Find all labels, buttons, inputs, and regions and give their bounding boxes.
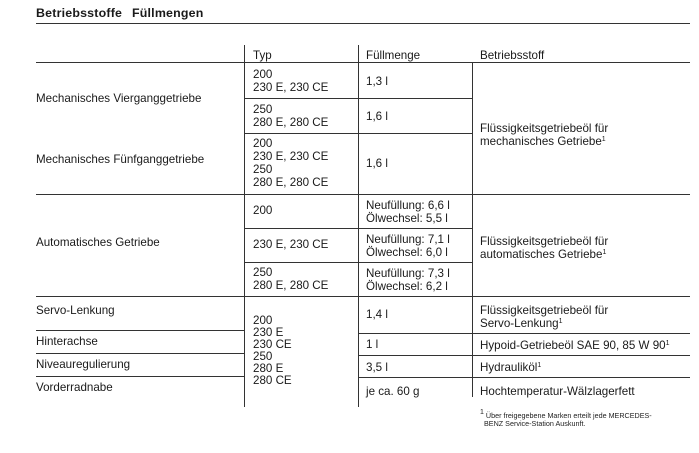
row-rule <box>36 376 244 377</box>
fuellmenge-cell: 1 l <box>366 338 379 351</box>
fuellmenge-cell: je ca. 60 g <box>366 385 420 398</box>
row-rule <box>36 330 244 331</box>
fuellmenge-cell: 1,4 l <box>366 308 388 321</box>
typ-cell: 230 E, 230 CE <box>253 238 329 251</box>
betriebsstoff-cell: automatisches Getriebe$^1$ <box>480 248 607 261</box>
typ-cell: 250 <box>253 266 273 279</box>
row-rule <box>244 228 472 229</box>
typ-cell: 280 CE <box>253 374 292 387</box>
typ-cell: 280 E <box>253 362 284 375</box>
component-label: Mechanisches Vierganggetriebe <box>36 92 202 105</box>
fuellmenge-cell: Neufüllung: 7,3 l <box>366 267 450 280</box>
col-divider-1 <box>244 45 245 407</box>
fuellmenge-cell: 3,5 l <box>366 361 388 374</box>
footnote-line: BENZ Service-Station Auskunft. <box>484 419 586 429</box>
row-rule <box>36 353 244 354</box>
typ-cell: 280 E, 280 CE <box>253 176 329 189</box>
col-divider-3 <box>472 62 473 397</box>
row-rule <box>244 98 472 99</box>
row-rule <box>36 194 690 195</box>
betriebsstoff-cell: Hypoid-Getriebeöl SAE 90, 85 W $90^1$ <box>480 339 670 352</box>
col-header-betriebsstoff: Betriebsstoff <box>480 49 545 62</box>
fuellmenge-cell: 1,6 l <box>366 157 388 170</box>
footnote <box>480 409 652 429</box>
row-rule <box>36 296 690 297</box>
component-label: Hinterachse <box>36 335 98 348</box>
typ-cell: 230 E, 230 CE <box>253 81 329 94</box>
typ-cell: 230 E <box>253 326 284 339</box>
fuellmenge-cell: Ölwechsel: 6,2 l <box>366 280 448 293</box>
fuellmenge-cell: 1,6 l <box>366 110 388 123</box>
section-title: Betriebsstoffe <box>36 6 123 20</box>
fuellmenge-cell: Neufüllung: 7,1 l <box>366 233 450 246</box>
betriebsstoff-cell: mechanisches Getriebe$^1$ <box>480 135 606 148</box>
footnote-marker: 1 <box>602 249 607 256</box>
betriebsstoff-cell: Hochtemperatur-Wälzlagerfett <box>480 385 635 398</box>
component-label: Mechanisches Fünfganggetriebe <box>36 153 205 166</box>
component-label: Vorderradnabe <box>36 381 113 394</box>
betriebsstoff-cell: Hydrauliköl$^1$ <box>480 361 542 374</box>
section-subtitle: Füllmengen <box>132 6 204 20</box>
fuellmenge-cell: Neufüllung: 6,6 l <box>366 199 450 212</box>
typ-cell: 200 <box>253 137 273 150</box>
typ-cell: 200 <box>253 68 273 81</box>
row-rule <box>244 133 472 134</box>
footnote-line: Über freigegebene Marken erteilt jede MERCEDES- <box>485 411 652 420</box>
footnote-marker: 1 <box>558 318 563 325</box>
component-label: Servo-Lenkung <box>36 304 115 317</box>
fuellmenge-cell: Ölwechsel: 5,5 l <box>366 212 448 225</box>
typ-cell: 200 <box>253 314 273 327</box>
typ-cell: 280 E, 280 CE <box>253 279 329 292</box>
fuellmenge-cell: 1,3 l <box>366 75 388 88</box>
betriebsstoff-cell: Flüssigkeitsgetriebeöl für <box>480 122 609 135</box>
row-rule <box>358 333 690 334</box>
betriebsstoff-cell: Servo-Lenkung$^1$ <box>480 317 563 330</box>
typ-cell: 250 <box>253 350 273 363</box>
typ-cell: 230 CE <box>253 338 292 351</box>
component-label: Automatisches Getriebe <box>36 236 160 249</box>
typ-cell: 250 <box>253 103 273 116</box>
fuellmenge-cell: Ölwechsel: 6,0 l <box>366 246 448 259</box>
col-header-typ: Typ <box>253 49 272 62</box>
row-rule <box>244 262 472 263</box>
footnote-marker: 1 <box>601 136 606 143</box>
typ-cell: 280 E, 280 CE <box>253 116 329 129</box>
typ-cell: 250 <box>253 163 273 176</box>
col-divider-2 <box>358 45 359 407</box>
footnote-marker: 1 <box>665 340 670 347</box>
typ-cell: 230 E, 230 CE <box>253 150 329 163</box>
title-rule <box>36 23 690 24</box>
footnote-marker: 1 <box>537 362 542 369</box>
betriebsstoff-cell: Flüssigkeitsgetriebeöl für <box>480 235 609 248</box>
col-header-fuellmenge: Füllmenge <box>366 49 421 62</box>
component-label: Niveauregulierung <box>36 358 131 371</box>
row-rule <box>358 355 690 356</box>
row-rule <box>358 377 690 378</box>
footnote-mark: 1 <box>480 409 484 416</box>
header-rule <box>36 62 690 63</box>
betriebsstoff-cell: Flüssigkeitsgetriebeöl für <box>480 304 609 317</box>
typ-cell: 200 <box>253 204 273 217</box>
